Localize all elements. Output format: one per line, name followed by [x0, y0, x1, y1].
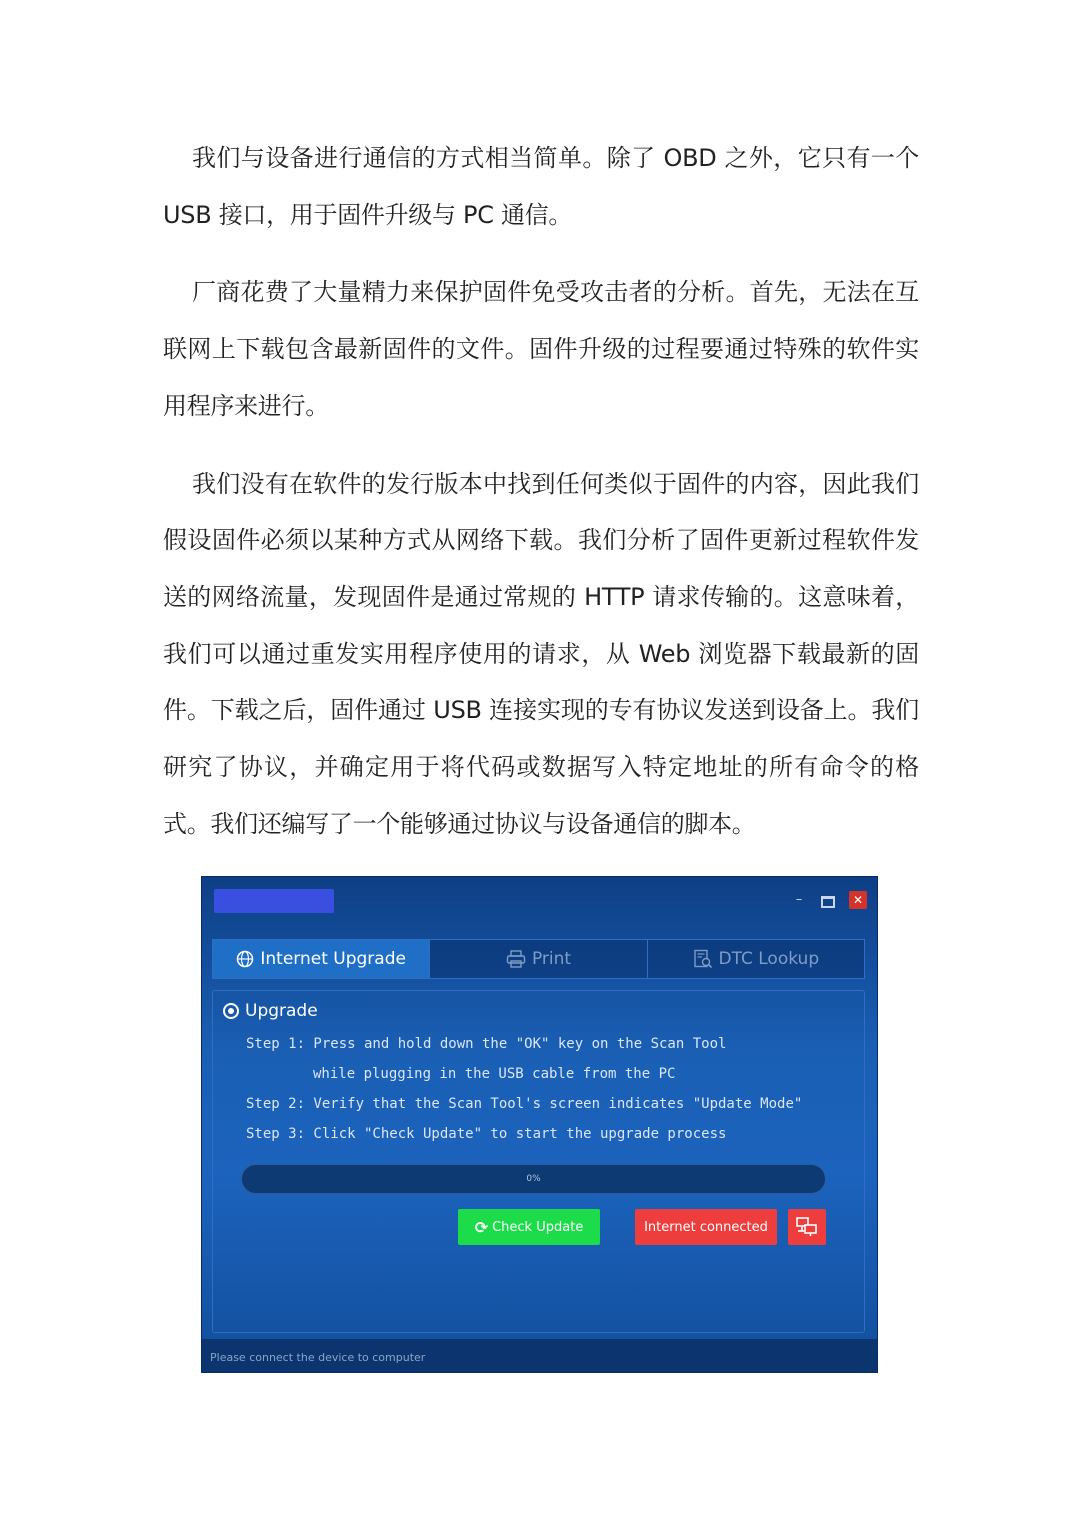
article-body [163, 130, 919, 852]
section-title: Upgrade [245, 1001, 318, 1021]
tab-internet-upgrade-label: Internet Upgrade [260, 949, 406, 969]
tab-internet-upgrade[interactable] [213, 940, 430, 978]
maximize-button[interactable] [818, 891, 836, 909]
check-update-button[interactable] [458, 1209, 600, 1245]
step-3-text: Step 3: Click "Check Update" to start the upgrade process [246, 1126, 727, 1142]
document-search-icon [693, 949, 713, 969]
upgrade-progress-bar [241, 1164, 826, 1194]
globe-icon [236, 950, 254, 968]
network-icon [796, 1217, 818, 1237]
network-button[interactable] [788, 1209, 826, 1245]
tab-dtc-lookup[interactable] [648, 940, 864, 978]
window-titlebar [202, 877, 877, 927]
upgrade-panel [212, 990, 865, 1333]
upgrade-app-screenshot [201, 876, 878, 1373]
minimize-button[interactable]: – [795, 892, 803, 907]
status-bar [202, 1339, 877, 1373]
check-update-label: Check Update [492, 1219, 584, 1235]
paragraph-firmware-download: 我们没有在软件的发行版本中找到任何类似于固件的内容，因此我们假设固件必须以某种方式从网络下载。我们分析了固件更新过程软件发送的网络流量，发现固件是通过常规的 HTTP 请求传输的。这意味着，我们可以通过重发实用程序使用的请求，从 Web 浏览器下载最新的固件。下载之后，固件通过 USB 连接实现的专有协议发送到设备上。我们研究了协议，并确定用于将代码或数据写入特定地址的所有命令的格式。我们还编写了一个能够通过协议与设备通信的脚本。 [163, 469, 919, 838]
tab-print[interactable] [430, 940, 647, 978]
tab-dtc-lookup-label: DTC Lookup [718, 949, 820, 969]
paragraph-firmware-protection: 厂商花费了大量精力来保护固件免受攻击者的分析。首先，无法在互联网上下载包含最新固件的文件。固件升级的过程要通过特殊的软件实用程序来进行。 [163, 278, 919, 420]
section-header [223, 1001, 318, 1021]
step-1-continuation-text: while plugging in the USB cable from the PC [313, 1066, 676, 1082]
printer-icon [506, 950, 526, 968]
maximize-icon [821, 896, 835, 908]
internet-status-label: Internet connected [644, 1219, 768, 1235]
app-title-redacted [214, 889, 334, 913]
status-bar-text: Please connect the device to computer [210, 1351, 426, 1364]
paragraph-usb-interface: 我们与设备进行通信的方式相当简单。除了 OBD 之外，它只有一个 USB 接口，用于固件升级与 PC 通信。 [163, 144, 919, 229]
internet-status-button[interactable] [635, 1209, 777, 1245]
tab-bar [212, 939, 865, 979]
radio-selected-icon [223, 1003, 239, 1019]
close-button[interactable]: ✕ [849, 891, 867, 909]
step-1-text: Step 1: Press and hold down the "OK" key on the Scan Tool [246, 1036, 727, 1052]
step-2-text: Step 2: Verify that the Scan Tool's screen indicates "Update Mode" [246, 1096, 803, 1112]
tab-print-label: Print [531, 949, 572, 969]
progress-percent: 0% [526, 1174, 541, 1184]
refresh-icon: ⟳ [474, 1217, 489, 1237]
